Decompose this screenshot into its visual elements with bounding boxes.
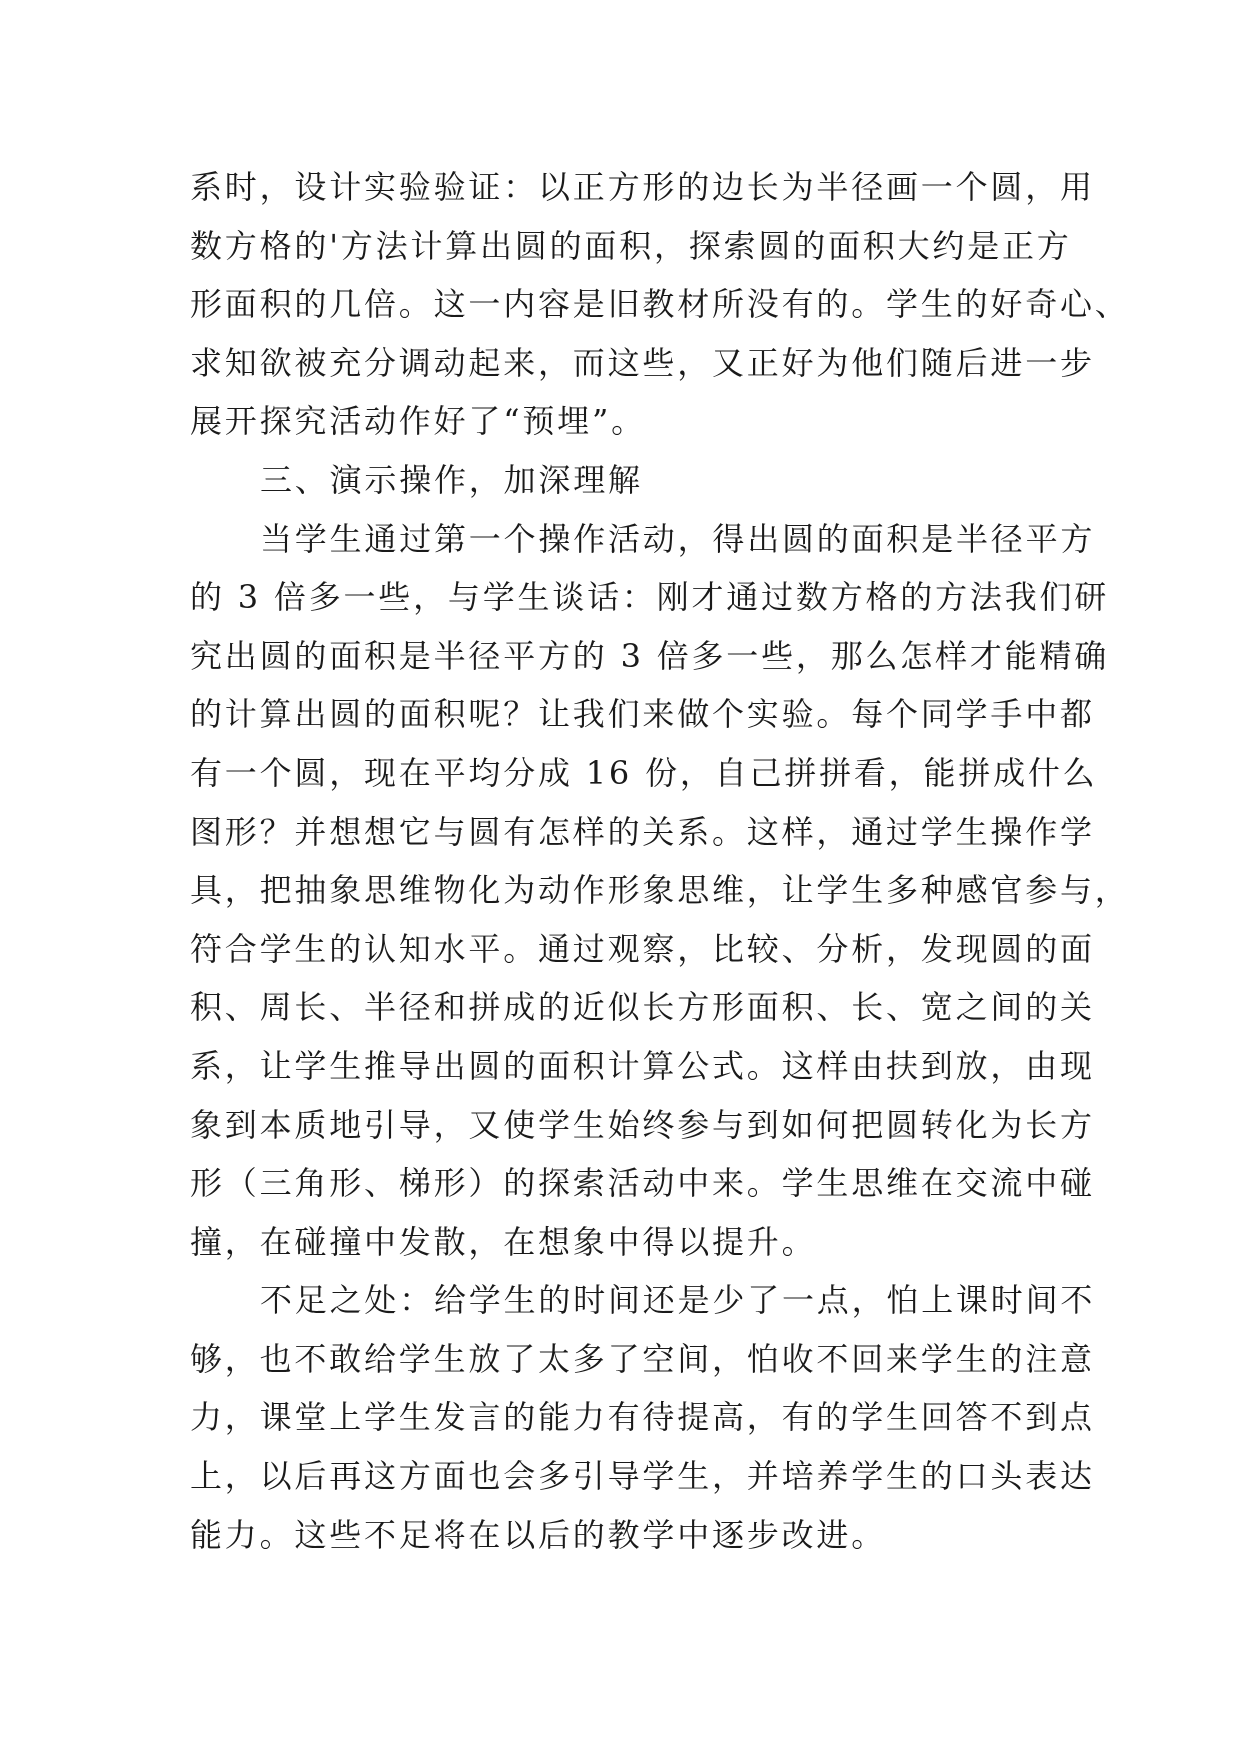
text-line: 的 3 倍多一些，与学生谈话：刚才通过数方格的方法我们研 [190,578,1110,617]
section-heading: 三、演示操作，加深理解 [260,460,643,499]
text-line: 当学生通过第一个操作活动，得出圆的面积是半径平方 [260,519,1096,558]
text-line: 形面积的几倍。这一内容是旧教材所没有的。学生的好奇心、 [190,285,1130,324]
text-line: 力，课堂上学生发言的能力有待提高，有的学生回答不到点 [190,1398,1095,1437]
text-line: 数方格的'方法计算出圆的面积，探索圆的面积大约是正方 [190,226,1072,265]
text-line: 图形？并想想它与圆有怎样的关系。这样，通过学生操作学 [190,812,1095,851]
text-line: 积、周长、半径和拼成的近似长方形面积、长、宽之间的关 [190,988,1095,1027]
text-line: 系，让学生推导出圆的面积计算公式。这样由扶到放，由现 [190,1046,1095,1085]
text-line: 符合学生的认知水平。通过观察，比较、分析，发现圆的面 [190,929,1095,968]
text-line: 撞，在碰撞中发散，在想象中得以提升。 [190,1222,817,1261]
text-line: 上，以后再这方面也会多引导学生，并培养学生的口头表达 [190,1457,1095,1496]
text-line: 求知欲被充分调动起来，而这些，又正好为他们随后进一步 [190,343,1095,382]
text-line: 不足之处：给学生的时间还是少了一点，怕上课时间不 [260,1281,1096,1320]
text-line: 够，也不敢给学生放了太多了空间，怕收不回来学生的注意 [190,1339,1095,1378]
text-line: 形（三角形、梯形）的探索活动中来。学生思维在交流中碰 [190,1164,1095,1203]
text-line: 能力。这些不足将在以后的教学中逐步改进。 [190,1515,887,1554]
text-line: 展开探究活动作好了“预埋”。 [190,402,646,441]
text-line: 究出圆的面积是半径平方的 3 倍多一些，那么怎样才能精确 [190,636,1110,675]
body-text [190,158,1130,1564]
text-line: 系时，设计实验验证：以正方形的边长为半径画一个圆，用 [190,168,1095,206]
text-line: 具，把抽象思维物化为动作形象思维，让学生多种感官参与， [190,871,1130,910]
text-line: 象到本质地引导，又使学生始终参与到如何把圆转化为长方 [190,1105,1095,1144]
text-line: 的计算出圆的面积呢？让我们来做个实验。每个同学手中都 [190,695,1095,734]
text-line: 有一个圆，现在平均分成 16 份，自己拼拼看，能拼成什么 [190,753,1098,792]
